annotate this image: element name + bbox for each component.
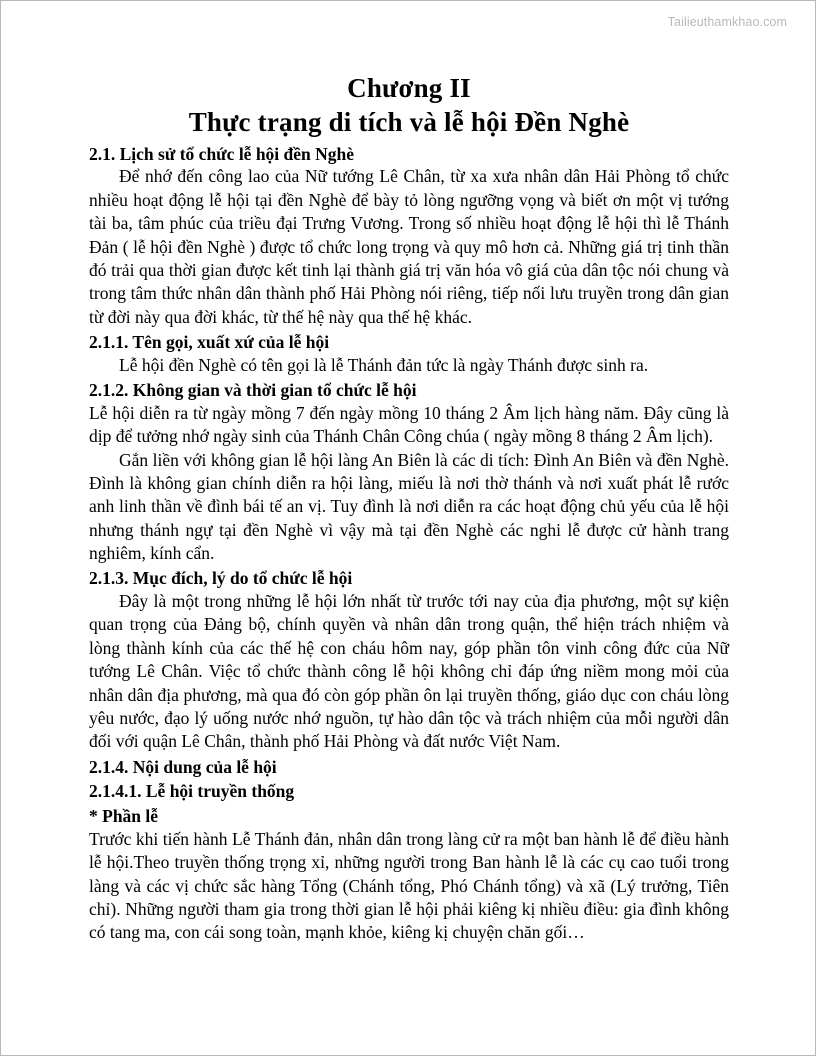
section-2-1-3-heading: 2.1.3. Mục đích, lý do tổ chức lễ hội bbox=[89, 568, 353, 589]
section-2-1-heading: 2.1. Lịch sử tổ chức lễ hội đền Nghè bbox=[89, 143, 355, 164]
chapter-title: Thực trạng di tích và lễ hội Đền Nghè bbox=[188, 106, 630, 137]
chapter-label: Chương II bbox=[347, 73, 471, 103]
paragraph-2-1-3: Đây là một trong những lễ hội lớn nhất từ trước tới nay của địa phương, một sự kiện quan trọng của Đảng bộ, chính quyền và nhân dân trong quận, thể hiện trách nhiệm và lòng thành kính của các thế hệ con cháu hôm nay, góp phần tôn vinh công đức của Nữ tướng Lê Chân. Việc tổ chức thành công lễ hội không chỉ đáp ứng niềm mong mỏi của nhân dân địa phương, mà qua đó còn góp phần ôn lại truyền thống, giáo dục con cháu lòng yêu nước, đạo lý uống nước nhớ nguồn, tự hào dân tộc và trách nhiệm của mỗi người dân đối với quận Lê Chân, thành phố Hải Phòng và đất nước Việt Nam. bbox=[89, 591, 729, 752]
paragraph-2-1-1: Lễ hội đền Nghè có tên gọi là lễ Thánh đản tức là ngày Thánh được sinh ra. bbox=[119, 354, 649, 375]
subsection-phan-le-heading: * Phần lễ bbox=[89, 806, 159, 827]
paragraph-2-1-intro: Để nhớ đến công lao của Nữ tướng Lê Chân, từ xa xưa nhân dân Hải Phòng tổ chức nhiều hoạt động lễ hội tại đền Nghè để bày tỏ lòng ngưỡng vọng và biết ơn một vị tướng tài ba, tâm phúc của triều đại Trưng Vương. Trong số nhiều hoạt động lễ hội thì lễ Thánh Đản ( lễ hội đền Nghè ) được tổ chức long trọng và quy mô hơn cả. Những giá trị tinh thần đó trải qua thời gian được kết tinh lại thành giá trị văn hóa vô giá của dân tộc nói chung và trong tâm thức nhân dân thành phố Hải Phòng nói riêng, tiếp nối lưu truyền trong dân gian từ đời này qua đời khác, từ thế hệ này qua thế hệ khác. bbox=[89, 166, 729, 327]
section-2-1-4-heading: 2.1.4. Nội dung của lễ hội bbox=[89, 756, 277, 777]
section-2-1-1-heading: 2.1.1. Tên gọi, xuất xứ của lễ hội bbox=[89, 331, 330, 352]
section-2-1-4-1-heading: 2.1.4.1. Lễ hội truyền thống bbox=[89, 781, 295, 802]
paragraph-phan-le: Trước khi tiến hành Lễ Thánh đản, nhân dân trong làng cử ra một ban hành lễ để điều hành lễ hội.Theo truyền thống trọng xỉ, những người trong Ban hành lễ là các cụ cao tuổi trong làng và các vị chức sắc hàng Tổng (Chánh tổng, Phó Chánh tổng) và xã (Lý trưởng, Tiên chỉ). Những người tham gia trong thời gian lễ hội phải kiêng kị nhiều điều: gia đình không có tang ma, con cái song toàn, mạnh khỏe, kiêng kị chuyện chăn gối… bbox=[89, 828, 729, 943]
paragraph-2-1-2-b: Gắn liền với không gian lễ hội làng An Biên là các di tích: Đình An Biên và đền Nghè. Đình là không gian chính diễn ra hội làng, miếu là nơi thờ thánh và nơi xuất phát lễ rước anh linh thần về đình bái tế an vị. Tuy đình là nơi diễn ra các hoạt động chủ yếu của lễ hội nhưng thánh ngự tại đền Nghè vì vậy mà tại đền Nghè các nghi lễ được cử hành trang nghiêm, kính cẩn. bbox=[89, 449, 729, 563]
watermark-text: Tailieuthamkhao.com bbox=[667, 15, 787, 29]
paragraph-2-1-2-a: Lễ hội diễn ra từ ngày mồng 7 đến ngày mồng 10 tháng 2 Âm lịch hàng năm. Đây cũng là dịp để tưởng nhớ ngày sinh của Thánh Chân Công chúa ( ngày mồng 8 tháng 2 Âm lịch). bbox=[89, 402, 729, 447]
section-2-1-2-heading: 2.1.2. Không gian và thời gian tổ chức lễ hội bbox=[89, 380, 417, 401]
document-body bbox=[89, 73, 729, 945]
